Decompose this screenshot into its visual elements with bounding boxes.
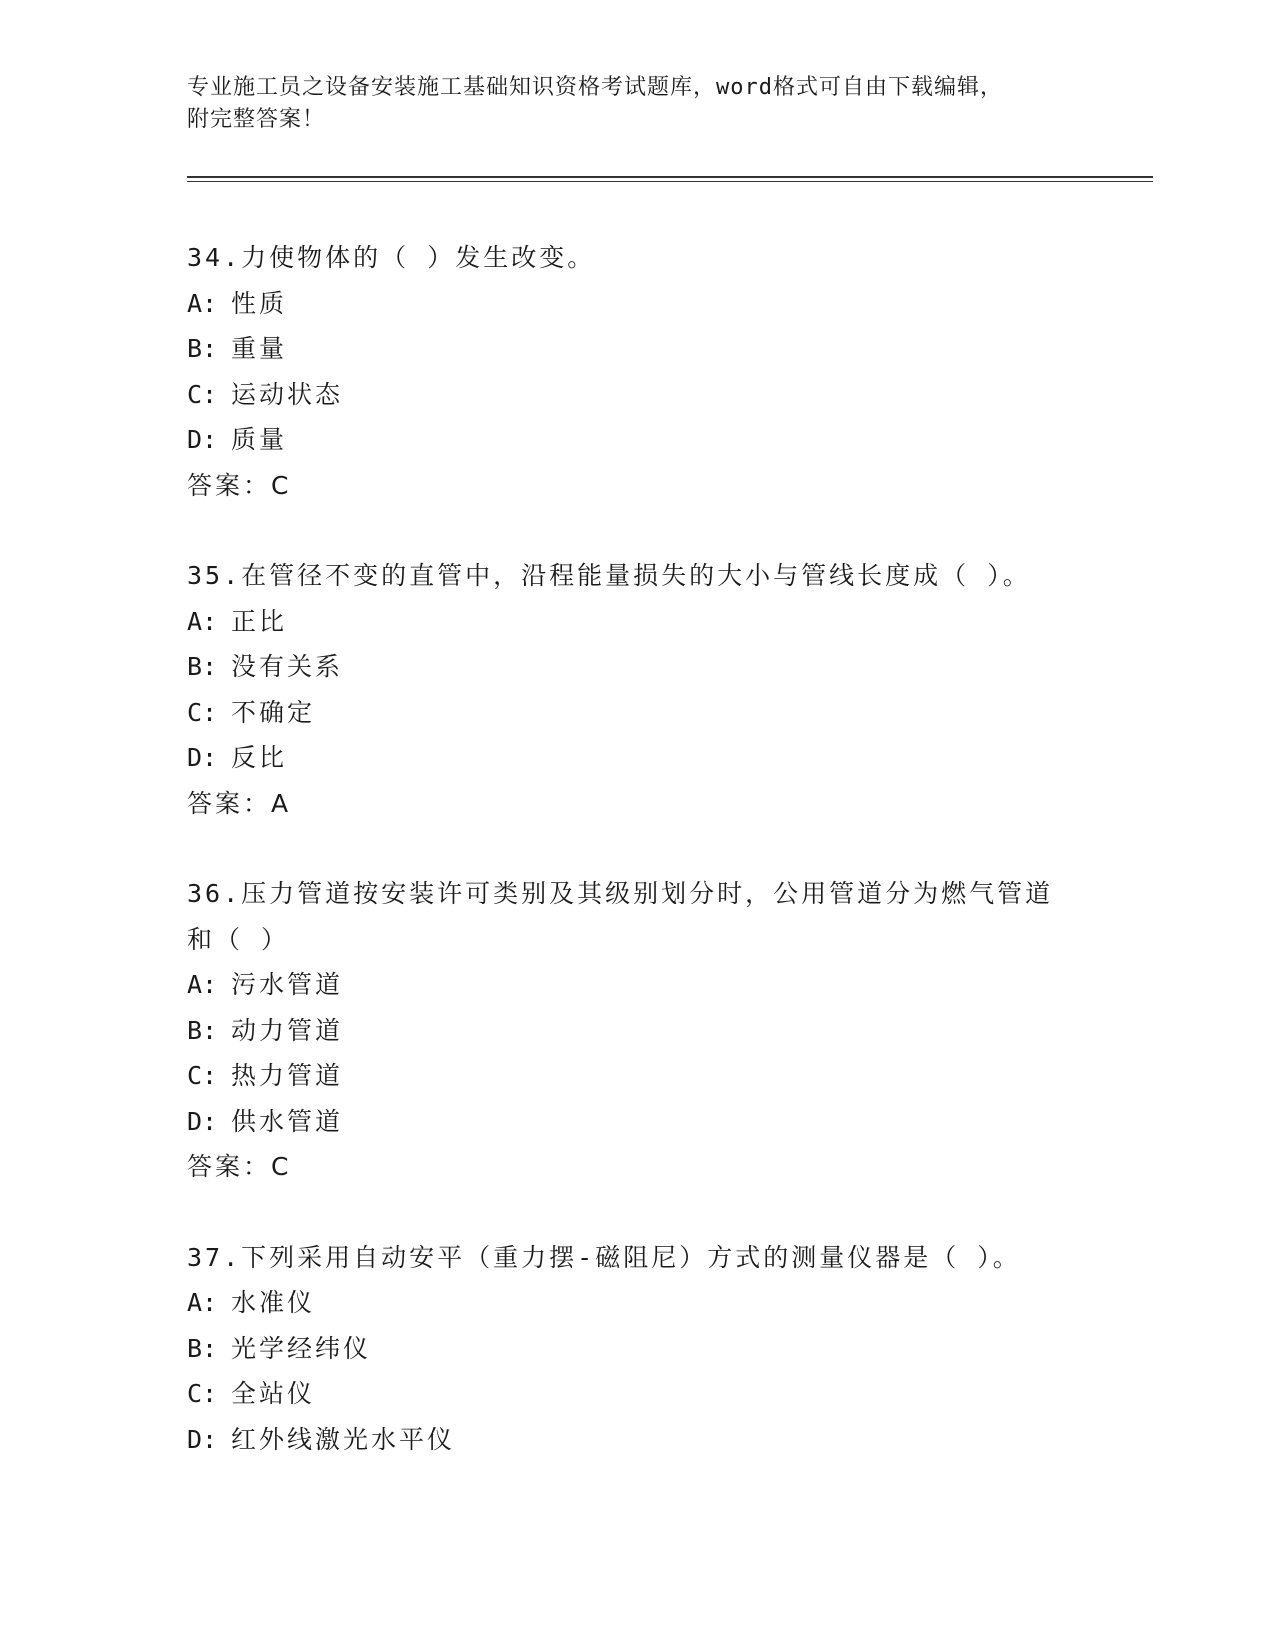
question-stem-line: 35.在管径不变的直管中，沿程能量损失的大小与管线长度成（ ）。	[187, 561, 1031, 590]
option-a	[187, 1280, 1087, 1326]
option-text: 正比	[231, 606, 288, 636]
option-d	[187, 1417, 1087, 1463]
option-c	[187, 1053, 1087, 1099]
option-text: 质量	[231, 425, 288, 454]
answer-line: 答案：C	[187, 1152, 292, 1181]
question-stem	[187, 235, 1087, 281]
option-text: 全站仪	[231, 1379, 316, 1408]
option-c	[187, 372, 1087, 418]
option-letter: B:	[187, 1333, 218, 1363]
document-header	[187, 72, 1117, 136]
option-letter: D:	[187, 1106, 218, 1136]
option-text: 不确定	[231, 697, 316, 727]
header-line-2: 附完整答案！	[187, 107, 326, 132]
header-line-1: 专业施工员之设备安装施工基础知识资格考试题库，word格式可自由下载编辑，	[187, 75, 1003, 100]
option-c	[187, 690, 1087, 736]
question-stem	[187, 871, 1087, 962]
option-text: 光学经纬仪	[231, 1333, 372, 1363]
question-stem	[187, 1235, 1087, 1281]
answer-line: 答案：C	[187, 470, 292, 500]
option-text: 运动状态	[231, 379, 344, 409]
question-35	[187, 553, 1087, 826]
option-b	[187, 1008, 1087, 1054]
question-stem-line: 和（ ）	[187, 924, 290, 954]
option-letter: D:	[187, 743, 218, 772]
option-b	[187, 326, 1087, 372]
option-letter: C:	[187, 1061, 218, 1090]
option-a	[187, 962, 1087, 1008]
option-d	[187, 735, 1087, 781]
option-text: 红外线激光水平仪	[231, 1424, 456, 1454]
option-d	[187, 417, 1087, 463]
answer-line: 答案：A	[187, 788, 292, 818]
option-letter: C:	[187, 697, 218, 727]
option-letter: C:	[187, 1379, 218, 1408]
question-list	[187, 235, 1087, 1507]
question-stem-line: 37.下列采用自动安平（重力摆-磁阻尼）方式的测量仪器是（ ）。	[187, 1242, 1021, 1272]
option-b	[187, 1326, 1087, 1372]
question-36	[187, 871, 1087, 1190]
question-34	[187, 235, 1087, 508]
question-37	[187, 1235, 1087, 1463]
option-letter: B:	[187, 334, 218, 363]
option-text: 热力管道	[231, 1061, 344, 1090]
option-text: 动力管道	[231, 1015, 344, 1045]
option-letter: D:	[187, 425, 218, 454]
question-stem	[187, 553, 1087, 599]
option-text: 性质	[231, 288, 288, 318]
option-a	[187, 281, 1087, 327]
option-letter: C:	[187, 379, 218, 409]
option-b	[187, 644, 1087, 690]
option-letter: A:	[187, 1288, 218, 1317]
option-text: 水准仪	[231, 1288, 316, 1317]
option-letter: A:	[187, 970, 218, 999]
option-text: 供水管道	[231, 1106, 344, 1136]
header-divider-thick	[187, 176, 1153, 178]
option-text: 重量	[231, 334, 288, 363]
option-c	[187, 1371, 1087, 1417]
question-stem-line: 36.压力管道按安装许可类别及其级别划分时，公用管道分为燃气管道	[187, 879, 1054, 908]
option-letter: B:	[187, 652, 218, 681]
option-letter: A:	[187, 288, 218, 318]
option-letter: D:	[187, 1424, 218, 1454]
header-divider-thin	[187, 181, 1153, 182]
option-letter: B:	[187, 1015, 218, 1045]
question-stem-line: 34.力使物体的（ ）发生改变。	[187, 243, 596, 272]
option-d	[187, 1099, 1087, 1145]
option-text: 污水管道	[231, 970, 344, 999]
option-a	[187, 599, 1087, 645]
option-text: 没有关系	[231, 652, 344, 681]
option-letter: A:	[187, 606, 218, 636]
option-text: 反比	[231, 743, 288, 772]
